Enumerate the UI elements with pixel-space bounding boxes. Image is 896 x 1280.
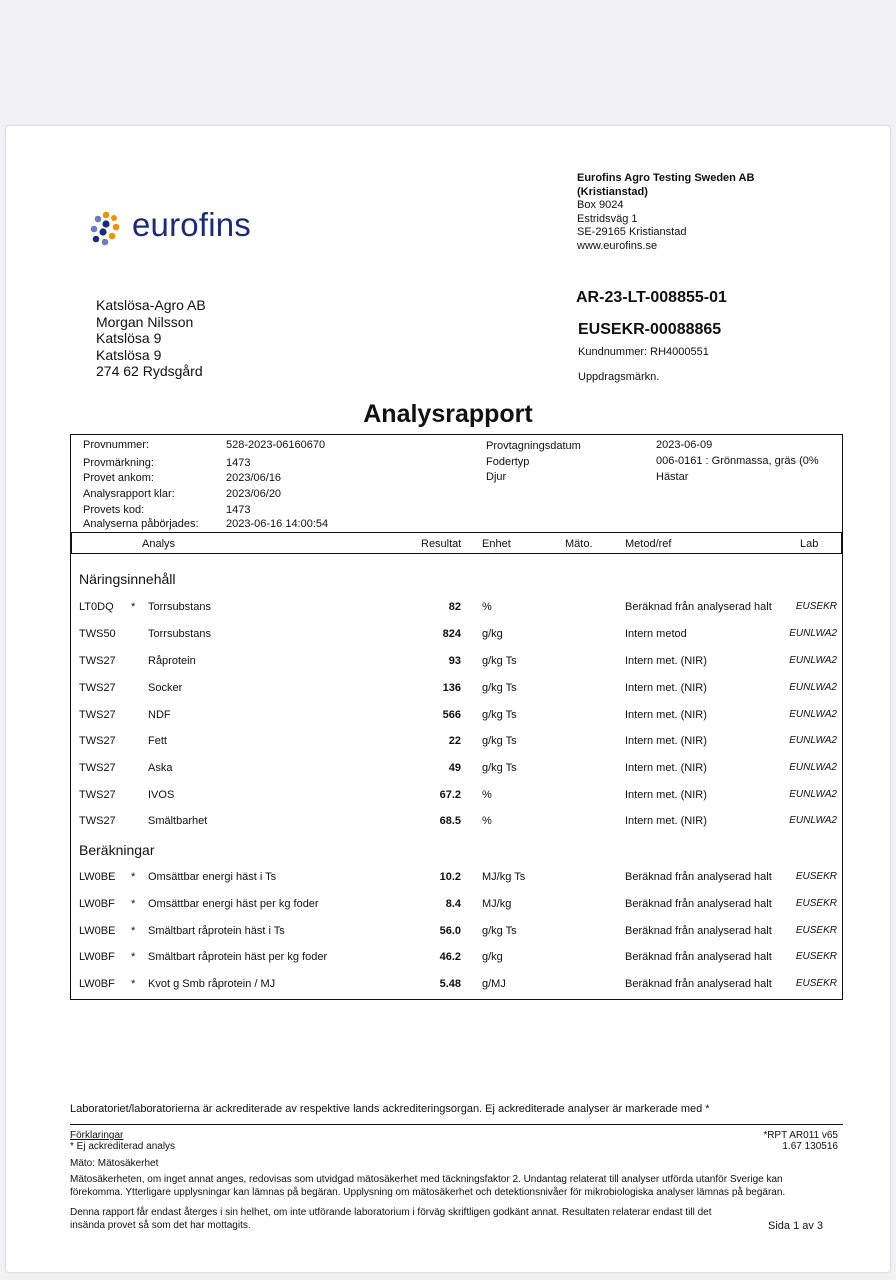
sample-info-value: 2023-06-09 — [656, 439, 713, 451]
analysis-code: LW0BE — [79, 871, 116, 883]
analysis-code: LT0DQ — [79, 601, 114, 613]
analysis-unit: MJ/kg Ts — [482, 871, 526, 883]
recipient-line: Morgan Nilsson — [96, 313, 194, 330]
company-address — [577, 172, 754, 253]
company-address-line: Estridsväg 1 — [577, 212, 638, 225]
header-resultat: Resultat — [421, 538, 462, 550]
analysis-name: Torrsubstans — [148, 601, 211, 613]
analysis-method: Intern met. (NIR) — [625, 709, 707, 721]
sample-info-value: 1473 — [226, 457, 251, 469]
page-number: Sida 1 av 3 — [768, 1220, 824, 1232]
not-accredited-mark: * — [131, 951, 136, 963]
page-title: Analysrapport — [363, 400, 533, 428]
recipient-line: Katslösa 9 — [96, 346, 162, 363]
sample-info-value: 1473 — [226, 504, 251, 516]
analysis-code: LW0BE — [79, 925, 116, 937]
company-address-line: Box 9024 — [577, 199, 624, 211]
analysis-lab: EUSEKR — [795, 951, 837, 962]
sample-info-label: Fodertyp — [486, 456, 530, 468]
company-website: www.eurofins.se — [577, 239, 658, 252]
analysis-method: Intern met. (NIR) — [625, 789, 707, 801]
analysis-unit: g/kg Ts — [482, 925, 517, 937]
analysis-name: Omsättbar energi häst i Ts — [148, 871, 277, 883]
customer-reference: EUSEKR-00088865 — [578, 321, 722, 338]
analysis-lab: EUNLWA2 — [789, 815, 837, 826]
analysis-unit: g/kg Ts — [482, 709, 517, 721]
analysis-unit: g/kg — [482, 951, 503, 963]
analysis-unit: MJ/kg — [482, 898, 512, 910]
explanations-label: Förklaringar — [70, 1130, 124, 1141]
analysis-unit: % — [482, 815, 492, 827]
recipient-address — [96, 297, 206, 380]
analysis-method: Beräknad från analyserad halt — [625, 601, 772, 613]
analysis-code: TWS27 — [79, 762, 116, 774]
analysis-lab: EUSEKR — [795, 601, 837, 612]
analysis-result: 22 — [448, 735, 461, 747]
reproduction-note: insända provet så som det har mottagits. — [70, 1220, 251, 1231]
sample-info-label: Djur — [486, 471, 507, 483]
analysis-name: Fett — [148, 735, 167, 747]
report-number: AR-23-LT-008855-01 — [576, 289, 727, 306]
company-address-line: SE-29165 Kristianstad — [577, 226, 687, 238]
analysis-lab: EUNLWA2 — [789, 762, 837, 773]
eurofins-logo — [86, 206, 276, 250]
analysis-result: 46.2 — [439, 951, 461, 963]
header-analys: Analys — [142, 538, 176, 550]
analysis-method: Intern met. (NIR) — [625, 682, 707, 694]
analysis-code: LW0BF — [79, 978, 115, 990]
not-accredited-mark: * — [131, 978, 136, 990]
mato-legend: Mäto: Mätosäkerhet — [70, 1158, 159, 1169]
analysis-code: LW0BF — [79, 951, 115, 963]
recipient-line: Katslösa-Agro AB — [96, 297, 206, 313]
analysis-name: Smältbart råprotein häst i Ts — [148, 925, 285, 937]
sample-info-label: Provnummer: — [83, 439, 150, 451]
accreditation-note: Laboratoriet/laboratorierna är ackrediterade av respektive lands ackrediteringsorgan. Ej ackrediterade analyser är markerade med * — [70, 1103, 710, 1115]
analysis-result: 56.0 — [439, 925, 461, 937]
header-metod: Metod/ref — [625, 538, 672, 550]
analysis-lab: EUNLWA2 — [789, 682, 837, 693]
analysis-code: TWS27 — [79, 735, 116, 747]
analysis-name: Kvot g Smb råprotein / MJ — [148, 978, 276, 990]
analysis-code: TWS27 — [79, 709, 116, 721]
section-title: Näringsinnehåll — [79, 571, 176, 587]
analysis-method: Beräknad från analyserad halt — [625, 978, 772, 990]
analysis-lab: EUNLWA2 — [789, 789, 837, 800]
not-accredited-mark: * — [131, 871, 136, 883]
analysis-unit: g/kg — [482, 628, 503, 640]
analysis-unit: g/MJ — [482, 978, 506, 990]
analysis-method: Beräknad från analyserad halt — [625, 951, 772, 963]
analysis-result: 8.4 — [445, 898, 461, 910]
analysis-result: 824 — [442, 628, 461, 640]
sample-info-label: Provets kod: — [83, 504, 145, 516]
sample-info-value: 2023-06-16 14:00:54 — [226, 518, 329, 530]
analysis-name: Aska — [148, 762, 173, 774]
analysis-unit: g/kg Ts — [482, 682, 517, 694]
analysis-lab: EUSEKR — [795, 898, 837, 909]
analysis-unit: g/kg Ts — [482, 762, 517, 774]
recipient-line: 274 62 Rydsgård — [96, 363, 203, 380]
analysis-lab: EUSEKR — [795, 925, 837, 936]
sample-info-label: Analysrapport klar: — [83, 488, 175, 500]
analysis-method: Intern met. (NIR) — [625, 735, 707, 747]
analysis-lab: EUNLWA2 — [789, 655, 837, 666]
rpt-version: *RPT AR011 v65 — [763, 1130, 838, 1141]
footer-divider — [70, 1124, 843, 1125]
analysis-method: Beräknad från analyserad halt — [625, 898, 772, 910]
analysis-name: Omsättbar energi häst per kg foder — [148, 898, 319, 910]
analysis-name: Råprotein — [148, 655, 196, 667]
analysis-code: TWS50 — [79, 628, 116, 640]
analysis-result: 566 — [442, 709, 461, 721]
analysis-method: Intern metod — [625, 628, 687, 640]
recipient-line: Katslösa 9 — [96, 330, 162, 347]
header-mato: Mäto. — [565, 538, 593, 550]
analysis-code: TWS27 — [79, 815, 116, 827]
analysis-result: 67.2 — [439, 789, 461, 801]
uncertainty-note: förekomma. Ytterligare upplysningar kan lämnas på begäran. Upplysning om mätosäkerhet och detektionsnivåer för mikrobiologiska analyser lämnas på begäran. — [70, 1187, 786, 1198]
uncertainty-note: Mätosäkerheten, om inget annat anges, redovisas som utvidgad mätosäkerhet med täckningsfaktor 2. Undantag relaterat till analyser utförda utanför Sverige kan — [70, 1174, 783, 1185]
analysis-method: Beräknad från analyserad halt — [625, 871, 772, 883]
analysis-lab: EUSEKR — [795, 978, 837, 989]
analysis-unit: % — [482, 789, 492, 801]
sample-info-label: Provtagningsdatum — [486, 440, 581, 452]
analysis-name: Smältbarhet — [148, 815, 208, 827]
section-title: Beräkningar — [79, 842, 155, 858]
analysis-method: Intern met. (NIR) — [625, 655, 707, 667]
logo-wordmark: eurofins — [132, 206, 252, 243]
analysis-result: 5.48 — [439, 978, 461, 990]
analysis-result: 49 — [448, 762, 461, 774]
analysis-unit: % — [482, 601, 492, 613]
analysis-result: 82 — [448, 601, 461, 613]
analysis-code: TWS27 — [79, 655, 116, 667]
header-lab: Lab — [800, 538, 819, 550]
analysis-code: TWS27 — [79, 789, 116, 801]
analysis-unit: g/kg Ts — [482, 735, 517, 747]
analysis-name: Socker — [148, 682, 183, 694]
analysis-name: NDF — [148, 709, 171, 721]
analysis-result: 136 — [442, 682, 461, 694]
analysis-name: Smältbart råprotein häst per kg foder — [148, 951, 328, 963]
sample-info-value: 006-0161 : Grönmassa, gräs (0% — [656, 455, 819, 467]
analysis-result: 93 — [448, 655, 461, 667]
company-subname: (Kristianstad) — [577, 185, 648, 198]
analysis-name: Torrsubstans — [148, 628, 211, 640]
company-name: Eurofins Agro Testing Sweden AB — [577, 172, 755, 184]
analysis-result: 10.2 — [439, 871, 461, 883]
eurofins-logo-mark — [86, 210, 126, 250]
analysis-lab: EUSEKR — [795, 871, 837, 882]
sample-info-value: Hästar — [656, 471, 689, 483]
sample-info-label: Provmärkning: — [83, 457, 154, 469]
sample-info-value: 528-2023-06160670 — [226, 439, 326, 451]
analysis-code: LW0BF — [79, 898, 115, 910]
analysis-method: Intern met. (NIR) — [625, 815, 707, 827]
sample-info-label: Analyserna påbörjades: — [83, 518, 199, 530]
not-accredited-mark: * — [131, 925, 136, 937]
assignment-label: Uppdragsmärkn. — [578, 371, 660, 383]
analysis-lab: EUNLWA2 — [789, 709, 837, 720]
sample-info-value: 2023/06/16 — [226, 472, 282, 484]
analysis-result: 68.5 — [439, 815, 461, 827]
analysis-name: IVOS — [148, 789, 175, 801]
not-accredited-legend: * Ej ackrediterad analys — [70, 1141, 176, 1152]
sample-info-label: Provet ankom: — [83, 472, 154, 484]
not-accredited-mark: * — [131, 601, 136, 613]
reproduction-note: Denna rapport får endast återges i sin helhet, om inte utförande laboratorium i förväg skriftligen godkänt annat. Resultaten relaterar endast till det — [70, 1207, 712, 1218]
sample-info-value: 2023/06/20 — [226, 488, 282, 500]
analysis-method: Beräknad från analyserad halt — [625, 925, 772, 937]
customer-number: Kundnummer: RH4000551 — [578, 346, 709, 358]
analysis-lab: EUNLWA2 — [789, 628, 837, 639]
rpt-version-number: 1.67 130516 — [782, 1141, 838, 1152]
analysis-method: Intern met. (NIR) — [625, 762, 707, 774]
header-enhet: Enhet — [482, 538, 511, 550]
analysis-lab: EUNLWA2 — [789, 735, 837, 746]
analysis-code: TWS27 — [79, 682, 116, 694]
not-accredited-mark: * — [131, 898, 136, 910]
analysis-unit: g/kg Ts — [482, 655, 517, 667]
